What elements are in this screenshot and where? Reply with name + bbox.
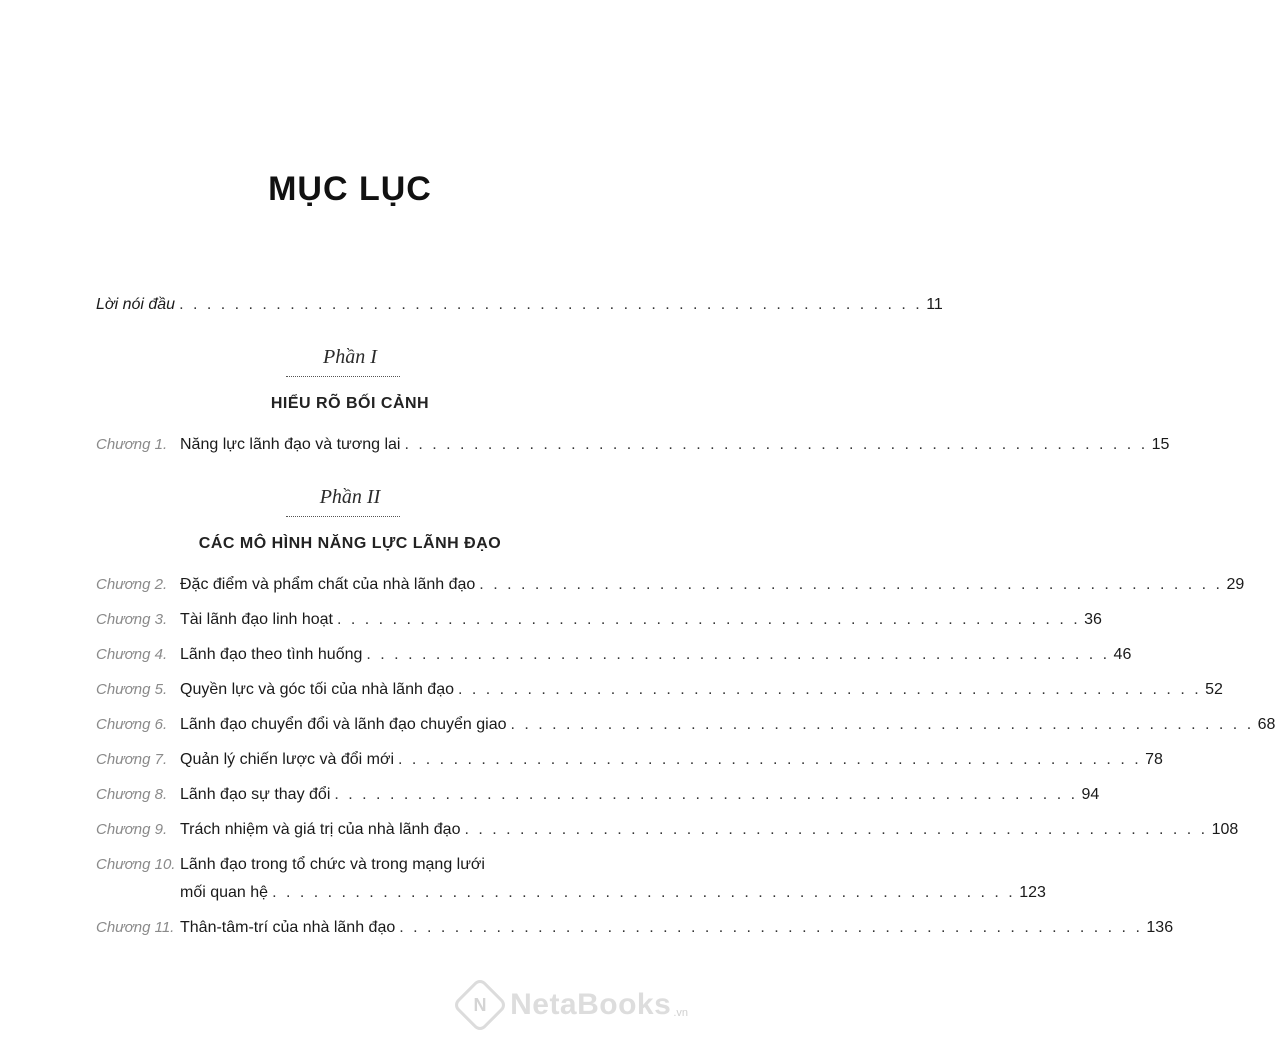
chapter-number: Chương 8.	[96, 786, 168, 803]
chapter-number: Chương 3.	[96, 611, 168, 628]
toc-page-number: 15	[1151, 436, 1170, 453]
chapter-number: Chương 7.	[96, 751, 168, 768]
toc-page-number: 108	[1211, 821, 1239, 838]
chapter-number: Chương 10.	[96, 856, 176, 873]
toc-entry-chapter-6[interactable]	[96, 716, 1275, 742]
netabooks-watermark	[460, 985, 688, 1025]
toc-entry-title: Năng lực lãnh đạo và tương lai	[180, 436, 401, 453]
watermark-text: NetaBooks	[510, 988, 672, 1021]
chapter-number: Chương 1.	[96, 436, 168, 453]
part-divider	[286, 376, 400, 377]
chapter-number: Chương 5.	[96, 681, 168, 698]
toc-entry-chapter-5[interactable]	[96, 681, 1223, 707]
toc-entry-chapter-2[interactable]	[96, 576, 1245, 602]
toc-entry-chapter-4[interactable]	[96, 646, 1132, 672]
toc-entry-title: Đặc điểm và phẩm chất của nhà lãnh đạo	[180, 576, 476, 593]
toc-entry-chapter-1[interactable]	[96, 436, 1170, 462]
toc-entry-title-continued: mối quan hệ	[180, 884, 269, 901]
chapter-number: Chương 2.	[96, 576, 168, 593]
chapter-number: Chương 6.	[96, 716, 168, 733]
toc-page-number: 78	[1145, 751, 1163, 768]
chapter-number: Chương 9.	[96, 821, 168, 838]
toc-page-number: 36	[1084, 611, 1102, 628]
toc-entry-title: Quyền lực và góc tối của nhà lãnh đạo	[180, 681, 454, 698]
toc-entry-title: Lãnh đạo sự thay đổi	[180, 786, 331, 803]
toc-entry-chapter-7[interactable]	[96, 751, 1163, 777]
logo-letter: N	[473, 994, 487, 1015]
part-title: CÁC MÔ HÌNH NĂNG LỰC LÃNH ĐẠO	[198, 535, 502, 552]
toc-entry-title: Trách nhiệm và giá trị của nhà lãnh đạo	[180, 821, 461, 838]
part-label: Phần II	[319, 486, 381, 508]
toc-entry-chapter-3[interactable]	[96, 611, 1102, 637]
toc-entry-chapter-9[interactable]	[96, 821, 1239, 847]
page-title: MỤC LỤC	[268, 170, 432, 208]
dot-leader: . . . . . . . . . . . . . . . . . . . . . . . . . . . . . . . . . . . . . . . . . . . . . . . . . . . . . .	[399, 919, 1143, 936]
toc-entry-title: Quản lý chiến lược và đổi mới	[180, 751, 394, 768]
dot-leader: . . . . . . . . . . . . . . . . . . . . . . . . . . . . . . . . . . . . . . . . . . . . . . . . . . . . . .	[510, 716, 1254, 733]
toc-entry-title: Lời nói đầu	[96, 296, 176, 313]
part-label: Phần I	[323, 346, 377, 368]
toc-entry-title: Lãnh đạo theo tình huống	[180, 646, 363, 663]
toc-page-number: 46	[1113, 646, 1132, 663]
netabooks-logo-icon	[452, 977, 509, 1034]
dot-leader: . . . . . . . . . . . . . . . . . . . . . . . . . . . . . . . . . . . . . . . . . . . . . . . . . . . . . .	[458, 681, 1202, 698]
dot-leader: . . . . . . . . . . . . . . . . . . . . . . . . . . . . . . . . . . . . . . . . . . . . . . . . . . . . . .	[404, 436, 1148, 453]
dot-leader: . . . . . . . . . . . . . . . . . . . . . . . . . . . . . . . . . . . . . . . . . . . . . . . . . . . . . .	[366, 646, 1110, 663]
part-divider	[286, 516, 400, 517]
toc-page-number: 94	[1081, 786, 1100, 803]
toc-entry-title: Lãnh đạo trong tổ chức và trong mạng lưới	[180, 856, 485, 873]
toc-entry-chapter-11[interactable]	[96, 919, 1174, 945]
toc-entry-title: Tài lãnh đạo linh hoạt	[180, 611, 333, 628]
toc-entry-chapter-10-continued[interactable]	[180, 884, 1046, 910]
dot-leader: . . . . . . . . . . . . . . . . . . . . . . . . . . . . . . . . . . . . . . . . . . . . . . . . . . . . . .	[464, 821, 1208, 838]
dot-leader: . . . . . . . . . . . . . . . . . . . . . . . . . . . . . . . . . . . . . . . . . . . . . . . . . . . . . .	[179, 296, 923, 313]
chapter-number: Chương 4.	[96, 646, 168, 663]
watermark-suffix: .vn	[673, 1007, 688, 1019]
toc-entry-title: Lãnh đạo chuyển đổi và lãnh đạo chuyển giao	[180, 716, 507, 733]
toc-page-number: 29	[1226, 576, 1245, 593]
dot-leader: . . . . . . . . . . . . . . . . . . . . . . . . . . . . . . . . . . . . . . . . . . . . . . . . . . . . . .	[479, 576, 1223, 593]
dot-leader: . . . . . . . . . . . . . . . . . . . . . . . . . . . . . . . . . . . . . . . . . . . . . . . . . . . . . .	[337, 611, 1081, 628]
dot-leader: . . . . . . . . . . . . . . . . . . . . . . . . . . . . . . . . . . . . . . . . . . . . . . . . . . . . . .	[398, 751, 1142, 768]
toc-entry-preface[interactable]	[96, 296, 943, 322]
dot-leader: . . . . . . . . . . . . . . . . . . . . . . . . . . . . . . . . . . . . . . . . . . . . . . . . . . . . . .	[272, 884, 1016, 901]
toc-page-number: 123	[1019, 884, 1046, 901]
toc-entry-title: Thân-tâm-trí của nhà lãnh đạo	[180, 919, 396, 936]
dot-leader: . . . . . . . . . . . . . . . . . . . . . . . . . . . . . . . . . . . . . . . . . . . . . . . . . . . . . .	[334, 786, 1078, 803]
toc-page-number: 11	[926, 296, 943, 313]
toc-page-number: 68	[1257, 716, 1275, 733]
toc-page-number: 136	[1146, 919, 1174, 936]
part-title: HIỂU RÕ BỐI CẢNH	[270, 395, 430, 412]
toc-entry-chapter-10[interactable]	[96, 856, 590, 882]
chapter-number: Chương 11.	[96, 919, 175, 936]
toc-page-number: 52	[1205, 681, 1223, 698]
toc-entry-chapter-8[interactable]	[96, 786, 1100, 812]
